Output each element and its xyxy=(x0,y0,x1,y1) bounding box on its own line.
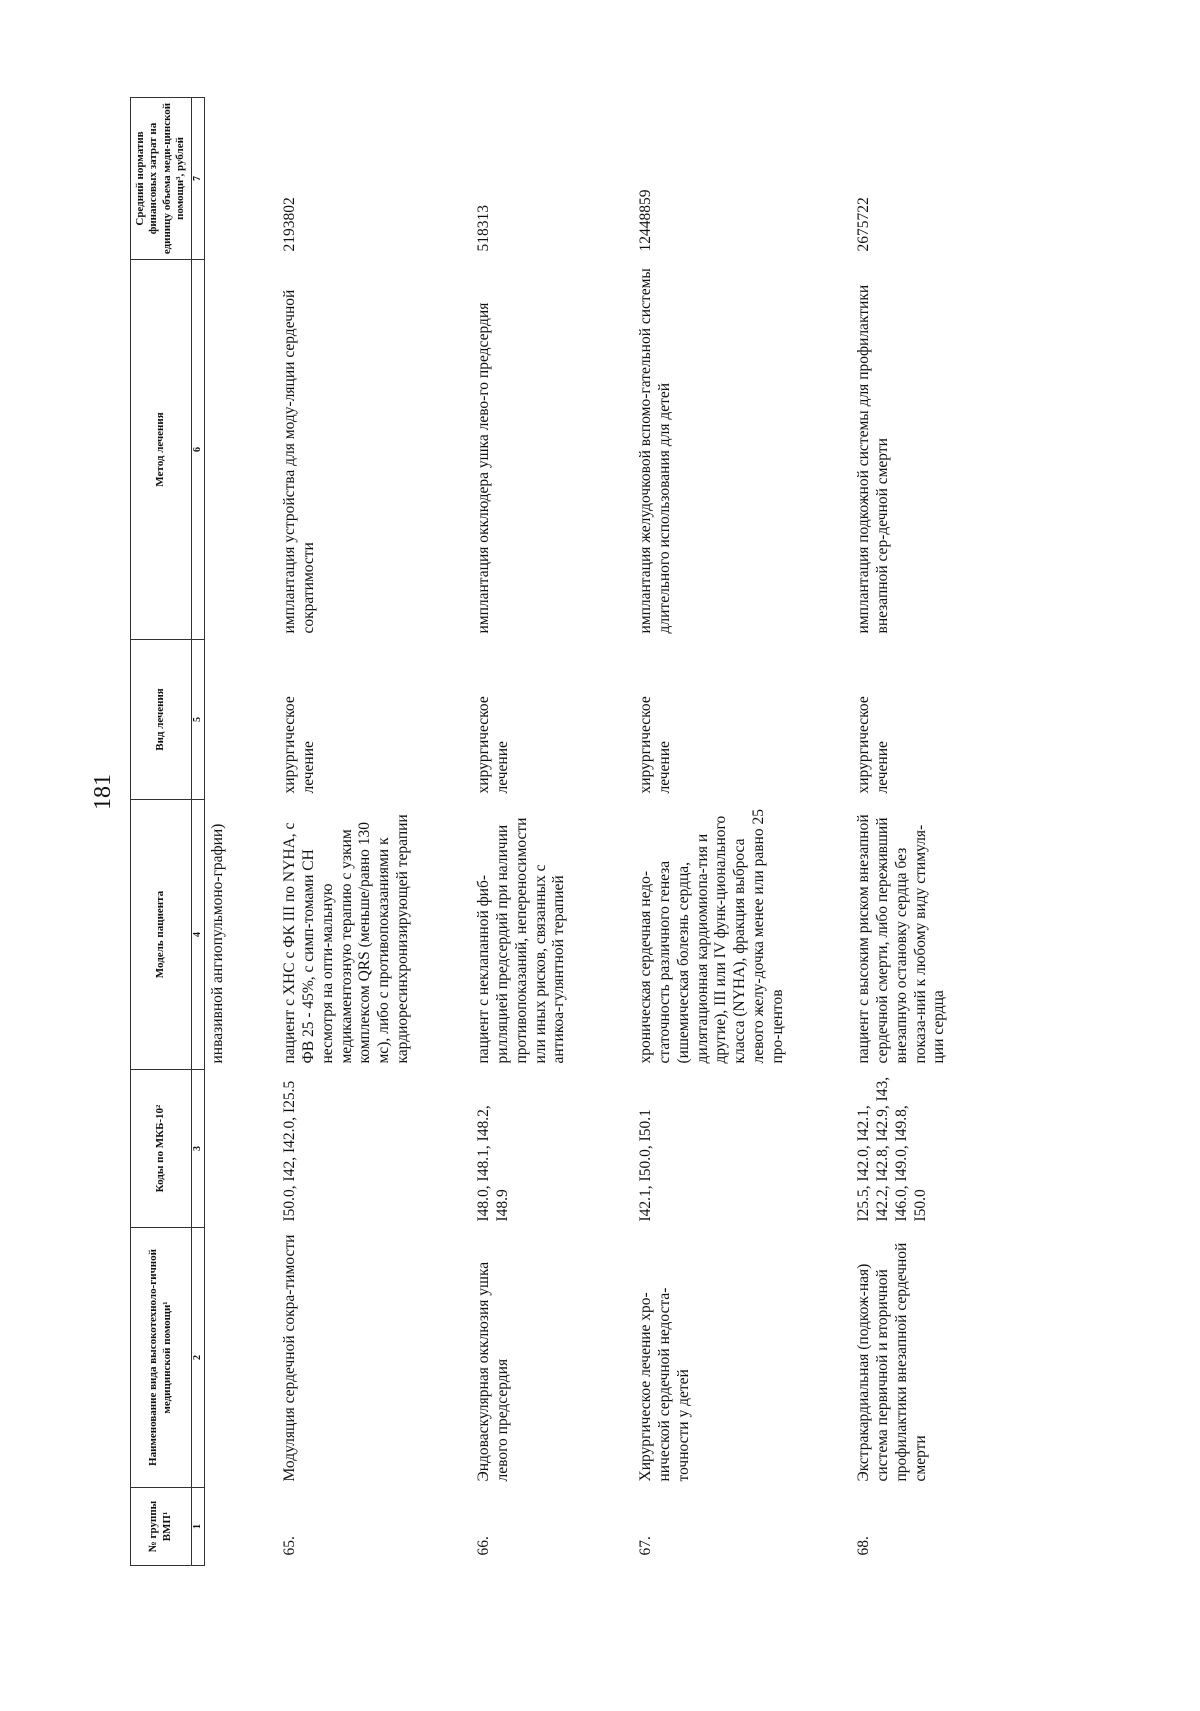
header-row xyxy=(131,98,192,1566)
table-row xyxy=(273,98,467,1566)
group-number: 68. xyxy=(854,1536,872,1556)
continuation-model-text: инвазивной ангиопульмоно-графии) xyxy=(208,823,226,1064)
header-icd-codes: Коды по МКБ-10² xyxy=(131,1070,192,1228)
cost-standard: 2675722 xyxy=(854,197,872,252)
column-number: 1 xyxy=(191,1488,204,1566)
treatment-type: хирургическое лечение xyxy=(854,696,891,794)
vmp-name: Модуляция сердечной сокра-тимости xyxy=(280,1234,298,1482)
patient-model: пациент с неклапанной фиб-рилляцией предсердий при наличии противопоказаний, непереносимости или иных рисков, связанных с антикоа-гулянтной терапией xyxy=(474,817,568,1064)
header-group-number: № группы ВМП¹ xyxy=(131,1488,192,1566)
column-number: 3 xyxy=(191,1070,204,1228)
patient-model: пациент с высоким риском внезапной сердечной смерти, либо переживший внезапную остановку сердца без показа-ний к любому виду стимуля-ции сердца xyxy=(854,814,948,1064)
table-row xyxy=(847,98,1055,1566)
treatment-method: имплантация окклюдера ушка лево-го предсердия xyxy=(474,302,492,634)
cost-standard: 2193802 xyxy=(280,197,298,252)
treatment-method: имплантация подкожной системы для профилактики внезапной сер-дечной смерти xyxy=(854,284,891,634)
vmp-name: Эндоваскулярная окклюзия ушка левого предсердия xyxy=(474,1261,511,1482)
icd-codes: I42.1, I50.0, I50.1 xyxy=(636,1109,654,1222)
header-treatment-type: Вид лечения xyxy=(131,640,192,800)
icd-codes: I48.0, I48.1, I48.2, I48.9 xyxy=(474,1105,511,1222)
icd-codes: I25.5, I42.0, I42.1, I42.2, I42.8, I42.9, I43, I46.0, I49.0, I49.8, I50.0 xyxy=(854,1076,929,1222)
header-treatment-method: Метод лечения xyxy=(131,260,192,640)
treatment-type: хирургическое лечение xyxy=(636,696,673,794)
vmp-table xyxy=(130,97,1055,1566)
header-cost-standard: Средний норматив финансовых затрат на единицу объема меди-цинской помощи³, рублей xyxy=(131,98,192,260)
patient-model: хроническая сердечная недо-статочность различного генеза (ишемическая болезнь сердца, дилятационная кардиомиопа-тия и другие), III или IV функ-ционального класса (NYHA), фракция выброса левого желу-дочка менее или равно 25 про-центов xyxy=(636,809,787,1064)
continuation-row xyxy=(204,98,273,1566)
table-row xyxy=(629,98,847,1566)
vmp-name: Хирургическое лечение хро-нической сердечной недоста-точности у детей xyxy=(636,1287,692,1482)
header-patient-model: Модель пациента xyxy=(131,800,192,1070)
treatment-method: имплантация желудочковой вспомо-гательной системы длительного использования для детей xyxy=(636,268,673,634)
rotated-table-wrapper xyxy=(130,98,1060,1566)
table-row xyxy=(467,98,629,1566)
header-name: Наименование вида высокотехноло-гичной медицинской помощи¹ xyxy=(131,1228,192,1488)
column-number: 6 xyxy=(191,260,204,640)
cost-standard: 12448859 xyxy=(636,189,654,252)
patient-model: пациент с ХНС с ФК III по NYHA, с ФВ 25 - 45%, с симп-томами СН несмотря на опти-мальную медикаментозную терапию с узким комплексом QRS (меньше/равно 130 мс), либо с противопоказаниями к кардиоресинхронизирующей терапии xyxy=(280,814,412,1064)
cost-standard: 518313 xyxy=(474,205,492,252)
icd-codes: I50.0, I42, I42.0, I25.5 xyxy=(280,1080,298,1222)
group-number: 66. xyxy=(474,1536,492,1556)
column-number: 5 xyxy=(191,640,204,800)
page-number: 181 xyxy=(90,774,116,810)
vmp-name: Экстракардиальная (подкож-ная) система первичной и вторичной профилактики внезапной сердечной смерти xyxy=(854,1242,929,1482)
group-number: 67. xyxy=(636,1536,654,1556)
treatment-type: хирургическое лечение xyxy=(474,696,511,794)
column-number: 4 xyxy=(191,800,204,1070)
treatment-method: имплантация устройства для моду-ляции сердечной сократимости xyxy=(280,289,317,634)
treatment-type: хирургическое лечение xyxy=(280,696,317,794)
column-number: 7 xyxy=(191,98,204,260)
group-number: 65. xyxy=(280,1536,298,1556)
column-number-row xyxy=(191,98,204,1566)
column-number: 2 xyxy=(191,1228,204,1488)
